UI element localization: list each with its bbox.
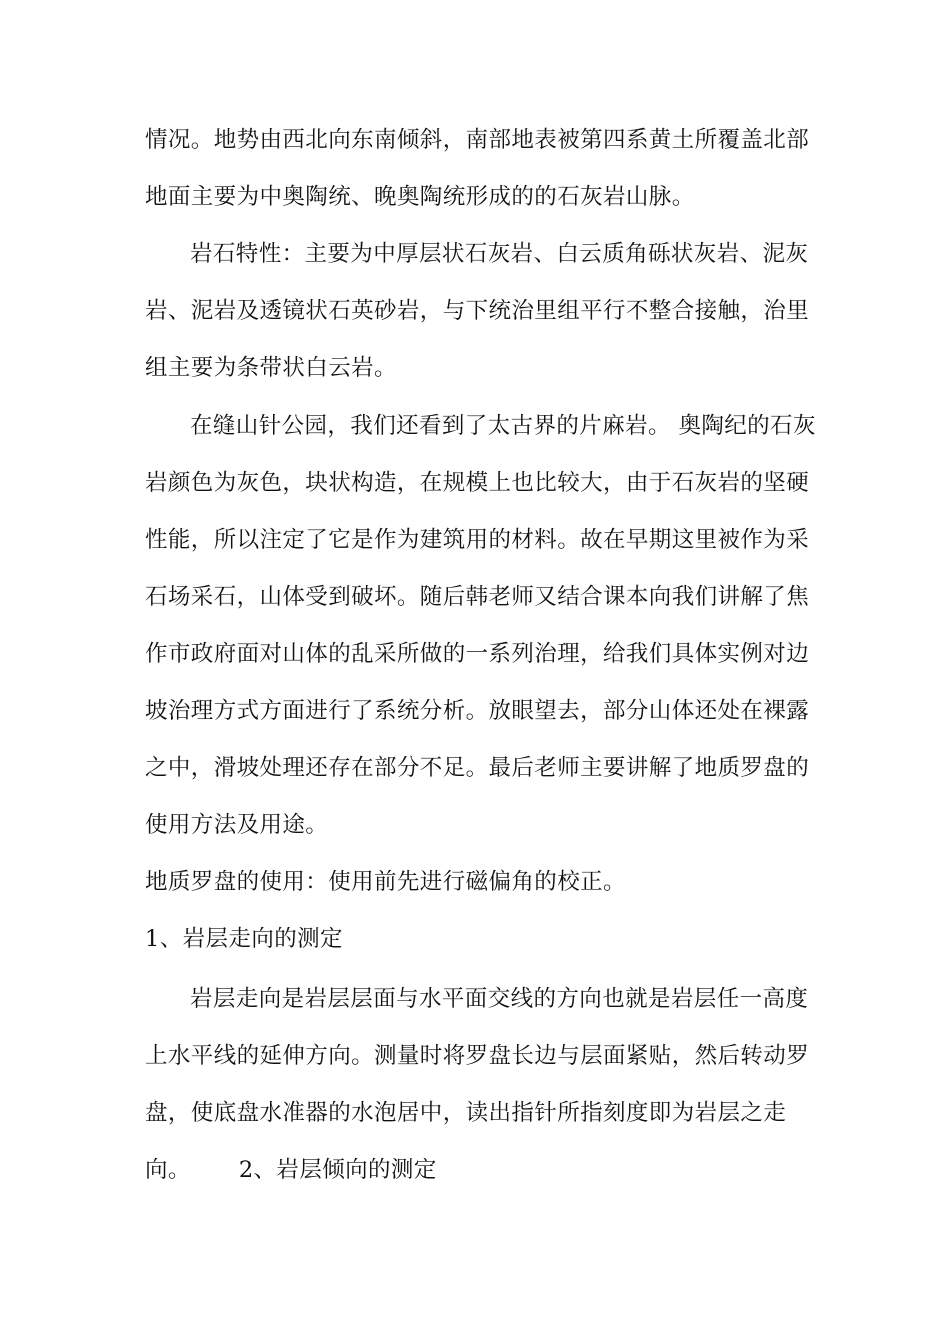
compass-intro: 地质罗盘的使用：使用前先进行磁偏角的校正。: [145, 869, 626, 895]
paragraph-1-line-2: 地面主要为中奥陶统、晚奥陶统形成的的石灰岩山脉。: [145, 184, 695, 210]
paragraph-4-line-4: [145, 1155, 437, 1185]
paragraph-1-line-1: 情况。地势由西北向东南倾斜，南部地表被第四系黄土所覆盖北部: [145, 127, 810, 153]
paragraph-2-line-2: 岩、泥岩及透镜状石英砂岩，与下统治里组平行不整合接触，治里: [145, 298, 810, 324]
paragraph-4-line-3: 盘，使底盘水准器的水泡居中，读出指针所指刻度即为岩层之走: [145, 1100, 787, 1126]
paragraph-4-line-2: 上水平线的延伸方向。测量时将罗盘长边与层面紧贴，然后转动罗: [145, 1043, 810, 1069]
paragraph-3-line-4: 石场采石，山体受到破坏。随后韩老师又结合课本向我们讲解了焦: [145, 584, 810, 610]
paragraph-3-line-6: 坡治理方式方面进行了系统分析。放眼望去，部分山体还处在裸露: [145, 698, 810, 724]
paragraph-3-line-2: 岩颜色为灰色，块状构造，在规模上也比较大，由于石灰岩的坚硬: [145, 470, 810, 496]
paragraph-4-line-1: 岩层走向是岩层层面与水平面交线的方向也就是岩层任一高度: [190, 986, 809, 1012]
paragraph-3-line-7: 之中，滑坡处理还存在部分不足。最后老师主要讲解了地质罗盘的: [145, 755, 810, 781]
paragraph-3-line-1: 在缝山针公园，我们还看到了太古界的片麻岩。 奥陶纪的石灰: [190, 413, 816, 439]
paragraph-2-line-3: 组主要为条带状白云岩。: [145, 355, 397, 381]
paragraph-3-line-5: 作市政府面对山体的乱采所做的一系列治理，给我们具体实例对边: [145, 641, 810, 667]
paragraph-3-line-3: 性能，所以注定了它是作为建筑用的材料。故在早期这里被作为采: [145, 527, 810, 553]
paragraph-3-line-8: 使用方法及用途。: [145, 812, 329, 838]
paragraph-2-line-1: 岩石特性：主要为中厚层状石灰岩、白云质角砾状灰岩、泥灰: [190, 241, 809, 267]
section-1-heading: 1、岩层走向的测定: [145, 926, 343, 952]
paragraph-4-last-line-text: 向。: [145, 1157, 191, 1183]
section-2-heading: 2、岩层倾向的测定: [238, 1157, 437, 1183]
